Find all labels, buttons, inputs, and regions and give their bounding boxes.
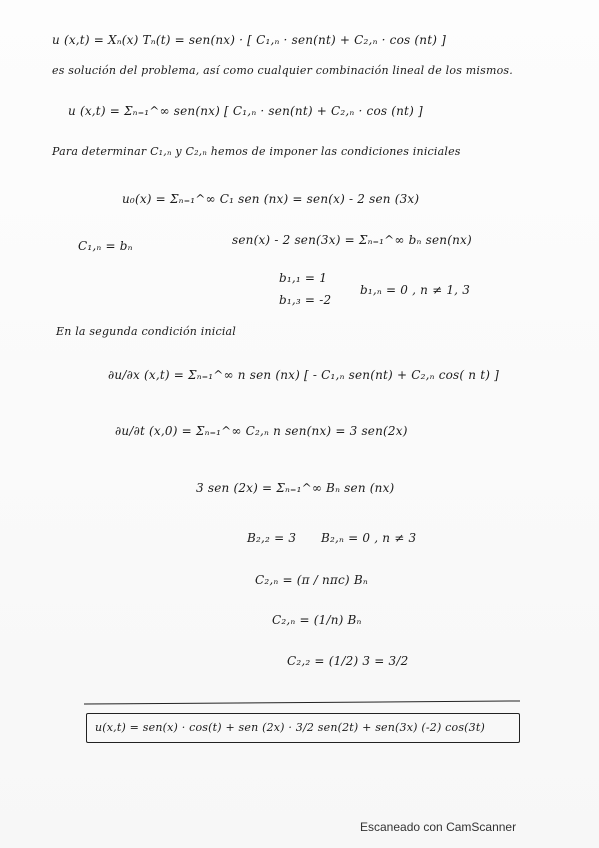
- equation-series-solution: u (x,t) = Σₙ₌₁^∞ sen(nx) [ C₁,ₙ · sen(nt) + C₂,ₙ · cos (nt) ]: [68, 104, 423, 118]
- coefficient-B2n-zero: B₂,ₙ = 0 , n ≠ 3: [321, 531, 417, 545]
- equation-c22-value: C₂,₂ = (1/2) 3 = 3/2: [287, 654, 409, 668]
- equation-final-solution: u(x,t) = sen(x) · cos(t) + sen (2x) · 3/2 sen(2t) + sen(3x) (-2) cos(3t): [95, 721, 485, 734]
- equation-c2n-simplified: C₂,ₙ = (1/n) Bₙ: [272, 613, 362, 627]
- equation-fourier-expansion-B: 3 sen (2x) = Σₙ₌₁^∞ Bₙ sen (nx): [196, 481, 395, 495]
- divider-line-upper: [84, 700, 520, 704]
- coefficient-B22: B₂,₂ = 3: [247, 531, 297, 545]
- coefficient-b13: b₁,₃ = -2: [279, 293, 332, 307]
- text-determine-coefficients: Para determinar C₁,ₙ y C₂,ₙ hemos de imponer las condiciones iniciales: [52, 145, 461, 158]
- equation-initial-position: u₀(x) = Σₙ₌₁^∞ C₁ sen (nx) = sen(x) - 2 sen (3x): [122, 192, 420, 206]
- final-answer-box: [86, 713, 520, 743]
- camscanner-watermark: Escaneado con CamScanner: [360, 820, 517, 834]
- coefficient-b1n-zero: b₁,ₙ = 0 , n ≠ 1, 3: [360, 283, 471, 297]
- text-solution-statement: es solución del problema, así como cualquier combinación lineal de los mismos.: [52, 64, 513, 77]
- equation-derivative-series: ∂u/∂x (x,t) = Σₙ₌₁^∞ n sen (nx) [ - C₁,ₙ sen(nt) + C₂,ₙ cos( n t) ]: [108, 368, 500, 382]
- text-second-initial-condition: En la segunda condición inicial: [56, 325, 237, 338]
- equation-fourier-expansion-b: sen(x) - 2 sen(3x) = Σₙ₌₁^∞ bₙ sen(nx): [232, 233, 472, 247]
- equation-c1n-equals-bn: C₁,ₙ = bₙ: [78, 239, 133, 253]
- equation-separated-solution: u (x,t) = Xₙ(x) Tₙ(t) = sen(nx) · [ C₁,ₙ · sen(nt) + C₂,ₙ · cos (nt) ]: [52, 33, 447, 47]
- equation-c2n-general: C₂,ₙ = (π / nπc) Bₙ: [255, 573, 368, 587]
- coefficient-b11: b₁,₁ = 1: [279, 271, 328, 285]
- equation-initial-velocity: ∂u/∂t (x,0) = Σₙ₌₁^∞ C₂,ₙ n sen(nx) = 3 sen(2x): [115, 424, 408, 438]
